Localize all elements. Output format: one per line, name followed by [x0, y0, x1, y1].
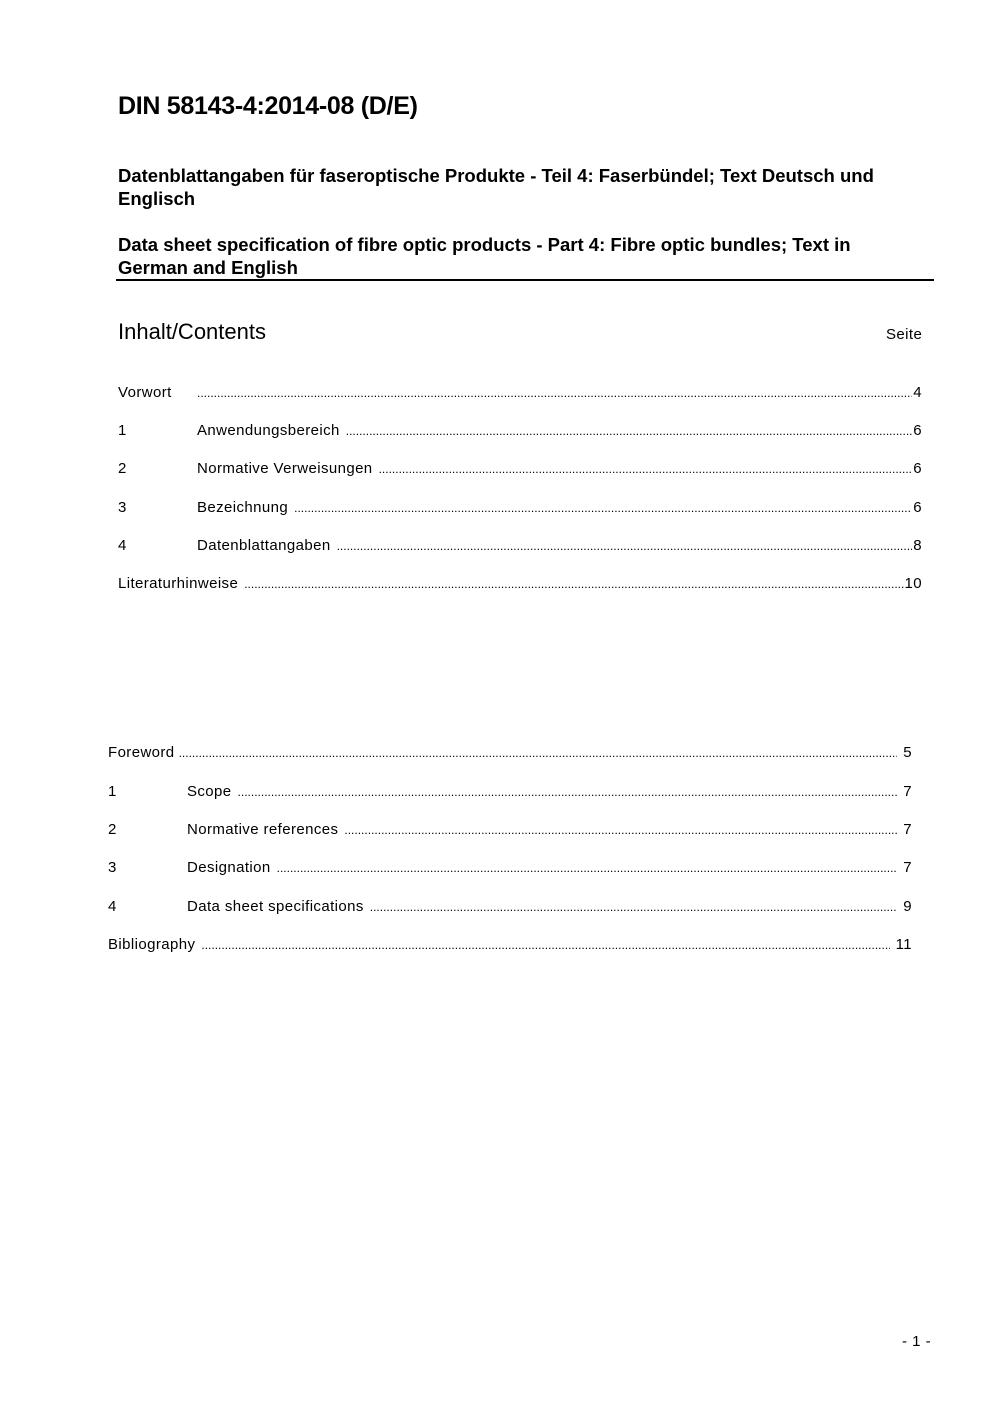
toc-number: 1 [108, 783, 117, 800]
page-column-label: Seite [886, 326, 923, 343]
toc-label: Normative Verweisungen [197, 460, 373, 477]
toc-label: Literaturhinweise [118, 575, 239, 592]
toc-entry-scope[interactable] [108, 783, 912, 803]
toc-label: Datenblattangaben [197, 537, 331, 554]
toc-entry-designation[interactable] [108, 859, 912, 879]
toc-leader [201, 938, 889, 952]
toc-entry-datenblattangaben[interactable] [118, 537, 922, 557]
toc-label: Normative references [187, 821, 339, 838]
toc-page: 11 [895, 936, 912, 953]
toc-label: Scope [187, 783, 232, 800]
toc-label: Designation [187, 859, 271, 876]
toc-leader [337, 539, 913, 553]
toc-leader [277, 861, 898, 875]
toc-leader [244, 577, 903, 591]
toc-label: Anwendungsbereich [197, 422, 340, 439]
toc-page: 5 [903, 744, 912, 761]
toc-page: 9 [903, 898, 912, 915]
toc-page: 6 [913, 422, 922, 439]
toc-leader [346, 424, 913, 438]
toc-number: 4 [118, 537, 127, 554]
toc-number: 3 [108, 859, 117, 876]
toc-entry-vorwort[interactable] [118, 384, 922, 404]
toc-number: 3 [118, 499, 127, 516]
toc-page: 4 [913, 384, 922, 401]
toc-entry-data-sheet-specifications[interactable] [108, 898, 912, 918]
toc-leader [379, 462, 913, 476]
toc-page: 6 [913, 460, 922, 477]
toc-number: 2 [108, 821, 117, 838]
contents-heading: Inhalt/Contents [118, 319, 266, 344]
document-title: DIN 58143-4:2014-08 (D/E) [118, 92, 418, 120]
toc-label: Foreword [108, 744, 175, 761]
toc-number: 1 [118, 422, 127, 439]
toc-number: 2 [118, 460, 127, 477]
toc-page: 10 [904, 575, 922, 592]
toc-leader [370, 900, 897, 914]
toc-entry-literaturhinweise[interactable] [118, 575, 922, 595]
toc-label: Bezeichnung [197, 499, 289, 516]
toc-entry-anwendungsbereich[interactable] [118, 422, 922, 442]
toc-entry-normative-verweisungen[interactable] [118, 460, 922, 480]
toc-label: Bibliography [108, 936, 196, 953]
toc-leader [344, 823, 897, 837]
toc-page: 7 [903, 783, 912, 800]
toc-leader [179, 746, 898, 760]
toc-number: 4 [108, 898, 117, 915]
toc-page: 7 [903, 821, 912, 838]
toc-entry-bibliography[interactable] [108, 936, 912, 956]
toc-leader [294, 501, 912, 515]
title-divider [116, 279, 934, 281]
page-number: - 1 - [902, 1333, 932, 1350]
toc-leader [238, 785, 898, 799]
toc-page: 8 [913, 537, 922, 554]
toc-entry-bezeichnung[interactable] [118, 499, 922, 519]
toc-label: Vorwort [118, 384, 172, 401]
subtitle-german: Datenblattangaben für faseroptische Produkte - Teil 4: Faserbündel; Text Deutsch und Englisch [118, 165, 874, 209]
toc-entry-normative-references[interactable] [108, 821, 912, 841]
subtitle-english: Data sheet specification of fibre optic products - Part 4: Fibre optic bundles; Text in German and English [118, 234, 851, 278]
toc-leader [197, 386, 912, 400]
toc-label: Data sheet specifications [187, 898, 364, 915]
toc-page: 6 [913, 499, 922, 516]
toc-entry-foreword[interactable] [108, 744, 912, 764]
toc-page: 7 [903, 859, 912, 876]
